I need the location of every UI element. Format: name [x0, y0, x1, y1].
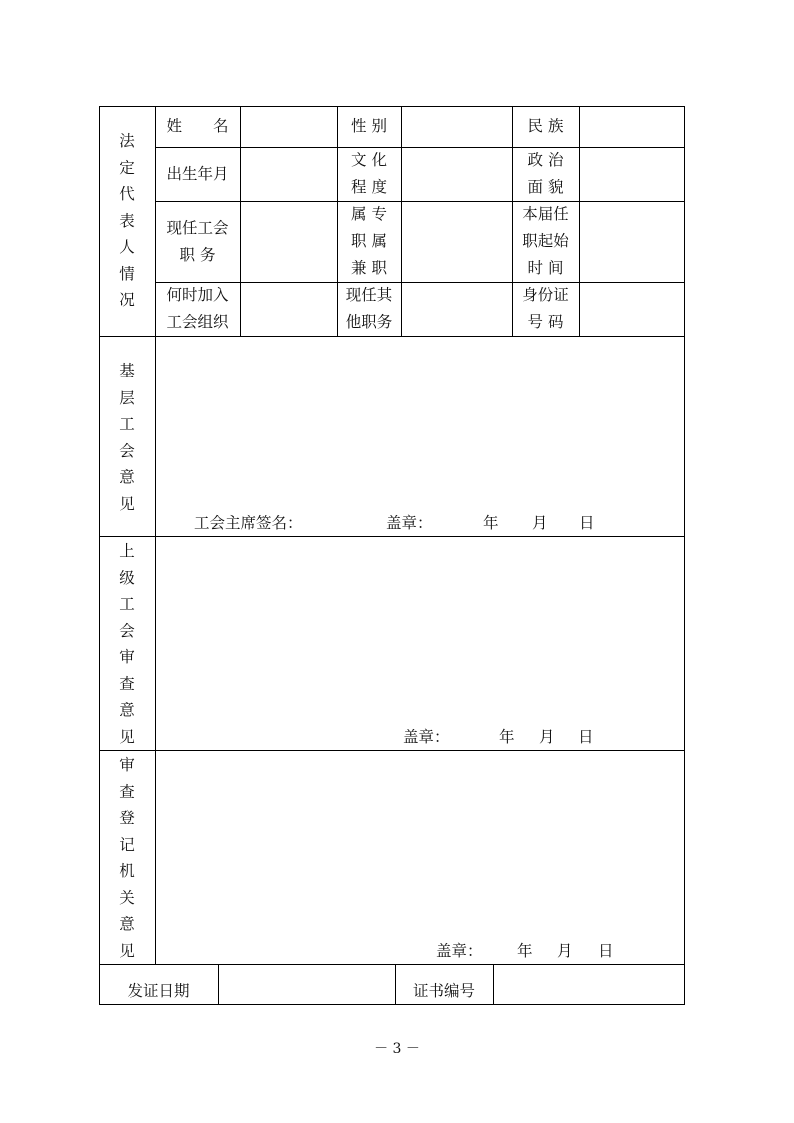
term-start-field[interactable]: [579, 201, 685, 282]
upper-union-side-label: 上 级 工 会 审 查 意 见: [119, 542, 135, 746]
id-number-label: 身份证 号 码: [522, 286, 569, 331]
rep-section-side-label: 法 定 代 表 人 情 况: [119, 132, 135, 309]
page-number: － 3 －: [374, 1041, 420, 1057]
year-label: 年: [517, 942, 533, 960]
registry-opinion-area[interactable]: [156, 751, 684, 939]
education-label: 文 化 程 度: [351, 151, 387, 196]
issue-date-label: 发证日期: [127, 982, 190, 1000]
chair-signature-label: 工会主席签名：: [194, 514, 303, 532]
union-position-label: 现任工会 职 务: [166, 218, 229, 264]
certificate-number-label: 证书编号: [412, 982, 475, 1000]
political-status-label: 政 治 面 貌: [527, 151, 564, 196]
certificate-number-field[interactable]: [494, 965, 684, 1004]
issue-date-field[interactable]: [219, 965, 395, 1004]
seal-label: 盖章：: [386, 514, 433, 532]
other-positions-label: 现任其 他职务: [345, 286, 393, 331]
term-start-label: 本届任 职起始 时 间: [522, 205, 569, 277]
seal-label: 盖章：: [436, 942, 483, 960]
day-label: 日: [598, 942, 614, 960]
month-label: 月: [557, 942, 573, 960]
registry-side-label: 审 查 登 记 机 关 意 见: [119, 756, 135, 960]
birth-date-field[interactable]: [240, 147, 337, 201]
education-field[interactable]: [401, 147, 512, 201]
fulltime-parttime-label: 属 专 职 属 兼 职: [351, 205, 387, 277]
join-union-date-label: 何时加入 工会组织: [166, 286, 229, 331]
name-field[interactable]: [240, 106, 337, 147]
year-label: 年: [499, 728, 515, 746]
name-label: 姓 名: [166, 117, 229, 135]
gender-label: 性 别: [351, 117, 387, 135]
join-union-date-field[interactable]: [240, 282, 337, 336]
other-positions-field[interactable]: [401, 282, 512, 336]
day-label: 日: [579, 514, 595, 532]
seal-label: 盖章：: [403, 728, 450, 746]
basic-union-opinion-area[interactable]: [156, 337, 684, 513]
id-number-field[interactable]: [579, 282, 685, 336]
day-label: 日: [578, 728, 594, 746]
year-label: 年: [483, 514, 499, 532]
ethnicity-label: 民 族: [527, 117, 564, 135]
union-position-field[interactable]: [240, 201, 337, 282]
fulltime-parttime-field[interactable]: [401, 201, 512, 282]
basic-union-side-label: 基 层 工 会 意 见: [119, 362, 135, 513]
birth-date-label: 出生年月: [166, 164, 229, 183]
month-label: 月: [532, 514, 548, 532]
ethnicity-field[interactable]: [579, 106, 685, 147]
upper-union-opinion-area[interactable]: [156, 537, 684, 725]
political-status-field[interactable]: [579, 147, 685, 201]
gender-field[interactable]: [401, 106, 512, 147]
month-label: 月: [539, 728, 555, 746]
